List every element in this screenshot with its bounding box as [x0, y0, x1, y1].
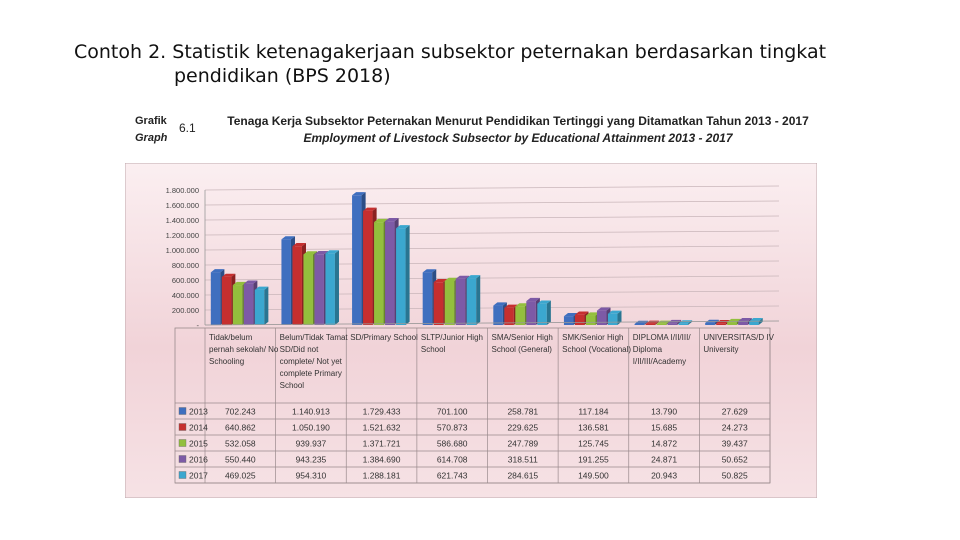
x-category-label: Schooling [209, 357, 245, 366]
x-category-label: DIPLOMA I/II/III/ [632, 333, 691, 342]
figure-title-id: Tenaga Kerja Subsektor Peternakan Menurut Pendidikan Tertinggi yang Ditamatkan Tahun 2013 - 2017 [227, 114, 809, 128]
bar-2015 [515, 306, 525, 325]
x-category-label: pernah sekolah/ No [209, 345, 279, 354]
data-label: 50.825 [721, 470, 748, 481]
slide-title-line1: Contoh 2. Statistik ketenagakerjaan subsektor peternakan berdasarkan tingkat [74, 41, 827, 63]
x-category-label: School (Vocational) [562, 345, 632, 354]
bar-2017 [679, 323, 689, 325]
bar-2017 [467, 278, 477, 325]
data-label: 247.789 [507, 438, 539, 449]
bar-2016 [244, 284, 254, 325]
chart-container [125, 163, 817, 498]
legend-swatch-2014 [179, 424, 186, 431]
data-label: 20.943 [651, 470, 678, 481]
data-label: 640.862 [224, 422, 256, 433]
y-tick-label: 800.000 [171, 261, 199, 270]
bar-2015 [586, 316, 596, 325]
data-label: 117.184 [578, 406, 609, 417]
y-tick-label: 1.400.000 [165, 216, 199, 225]
x-category-label: Belum/Tidak Tamat [279, 333, 348, 342]
bar-2014 [575, 315, 585, 325]
data-label: 13.790 [651, 406, 678, 417]
bar-2014 [646, 324, 656, 325]
y-tick-label: 600.000 [171, 276, 199, 285]
data-label: 14.872 [651, 438, 678, 449]
data-label: 614.708 [436, 454, 468, 465]
bar-2016 [526, 301, 536, 325]
y-tick-label: 1.800.000 [165, 186, 199, 195]
y-tick-label: 1.600.000 [165, 201, 199, 210]
x-category-label: I/II/III/Academy [632, 357, 687, 366]
bar-2016 [668, 323, 678, 325]
bar-side [547, 300, 551, 325]
data-label: 50.652 [721, 454, 748, 465]
bar-2015 [374, 222, 384, 325]
bar-2014 [222, 277, 232, 325]
figure-label-en: Graph [135, 132, 168, 144]
data-label: 136.581 [578, 422, 609, 433]
legend-swatch-2017 [179, 472, 186, 479]
data-label: 1.521.632 [362, 422, 401, 433]
data-label: 1.050.190 [292, 422, 330, 433]
y-tick-label: 200.000 [171, 306, 199, 315]
bar-2017 [608, 314, 618, 325]
x-category-label: complete/ Not yet [279, 357, 342, 366]
data-label: 469.025 [224, 470, 256, 481]
bar-2013 [635, 324, 645, 325]
data-label: 570.873 [436, 422, 468, 433]
legend-label-2016: 2016 [189, 454, 208, 465]
data-label: 1.140.913 [292, 406, 330, 417]
bar-2016 [314, 254, 324, 325]
data-label: 1.729.433 [362, 406, 401, 417]
bar-side [476, 275, 480, 325]
data-label: 318.511 [507, 454, 538, 465]
bar-2017 [537, 304, 547, 325]
data-label: 1.371.721 [362, 438, 401, 449]
data-label: 943.235 [295, 454, 327, 465]
data-label: 550.440 [224, 454, 256, 465]
bar-2014 [504, 308, 514, 325]
legend-label-2013: 2013 [189, 406, 208, 417]
legend-swatch-2015 [179, 440, 186, 447]
figure-title-en: Employment of Livestock Subsector by Educational Attainment 2013 - 2017 [303, 131, 733, 145]
x-category-label: UNIVERSITAS/D IV [703, 333, 774, 342]
data-label: 1.288.181 [362, 470, 401, 481]
bar-2013 [564, 316, 574, 325]
bar-2016 [738, 321, 748, 325]
y-tick-label: 1.200.000 [165, 231, 199, 240]
data-label: 701.100 [436, 406, 468, 417]
figure-number: 6.1 [179, 121, 196, 135]
y-tick-label: - [196, 321, 199, 330]
x-category-label: School (General) [491, 345, 552, 354]
x-category-label: SD/Primary School [350, 333, 418, 342]
x-category-label: School [420, 345, 446, 354]
data-label: 125.745 [578, 438, 609, 449]
bar-2015 [303, 255, 313, 325]
bar-2017 [255, 290, 265, 325]
data-label: 15.685 [651, 422, 678, 433]
data-label: 284.615 [507, 470, 539, 481]
data-label: 27.629 [721, 406, 748, 417]
y-tick-label: 400.000 [171, 291, 199, 300]
figure-header [135, 113, 815, 149]
bar-2017 [325, 253, 335, 325]
legend-label-2014: 2014 [189, 422, 208, 433]
data-label: 191.255 [578, 454, 609, 465]
bar-2013 [281, 239, 291, 325]
x-category-label: SLTP/Junior High [420, 333, 483, 342]
bar-2016 [456, 279, 466, 325]
bar-2016 [385, 221, 395, 325]
data-label: 24.871 [651, 454, 678, 465]
legend-label-2015: 2015 [189, 438, 208, 449]
bar-2014 [716, 323, 726, 325]
bar-2013 [352, 195, 362, 325]
data-label: 621.743 [436, 470, 468, 481]
bar-2013 [705, 323, 715, 325]
legend-label-2017: 2017 [189, 470, 208, 481]
figure-label [135, 113, 167, 147]
x-category-label: Tidak/belum [209, 333, 253, 342]
bar-2014 [292, 246, 302, 325]
legend-swatch-2013 [179, 408, 186, 415]
data-label: 149.500 [578, 470, 609, 481]
x-category-label: School [279, 381, 305, 390]
bar-2016 [597, 311, 607, 325]
bar-2017 [749, 321, 759, 325]
data-label: 954.310 [295, 470, 327, 481]
slide-title-line2: pendidikan (BPS 2018) [174, 65, 391, 87]
bar-2014 [363, 211, 373, 325]
bar-side [264, 287, 268, 325]
data-label: 1.384.690 [362, 454, 401, 465]
bar-2015 [445, 281, 455, 325]
x-category-label: SMK/Senior High [562, 333, 624, 342]
data-label: 258.781 [507, 406, 539, 417]
figure-title [223, 113, 813, 147]
bar-2013 [423, 272, 433, 325]
bar-2015 [233, 285, 243, 325]
bar-2013 [211, 272, 221, 325]
figure-label-id: Grafik [135, 115, 167, 127]
data-label: 939.937 [295, 438, 327, 449]
bar-side [406, 225, 410, 325]
bar-chart [125, 163, 817, 498]
bar-2015 [727, 322, 737, 325]
slide-title [74, 40, 874, 88]
data-label: 532.058 [224, 438, 256, 449]
x-category-label: SD/Did not [279, 345, 319, 354]
x-category-label: Diploma [632, 345, 663, 354]
bar-2017 [396, 228, 406, 325]
data-label: 229.625 [507, 422, 539, 433]
bar-2015 [657, 324, 667, 325]
data-label: 24.273 [721, 422, 748, 433]
bar-2014 [434, 282, 444, 325]
y-tick-label: 1.000.000 [165, 246, 199, 255]
data-label: 586.680 [436, 438, 468, 449]
x-category-label: complete Primary [279, 369, 342, 378]
data-label: 39.437 [721, 438, 748, 449]
bar-2013 [493, 306, 503, 325]
bar-side [335, 250, 339, 325]
x-category-label: SMA/Senior High [491, 333, 553, 342]
x-category-label: University [703, 345, 739, 354]
data-label: 702.243 [224, 406, 256, 417]
legend-swatch-2016 [179, 456, 186, 463]
